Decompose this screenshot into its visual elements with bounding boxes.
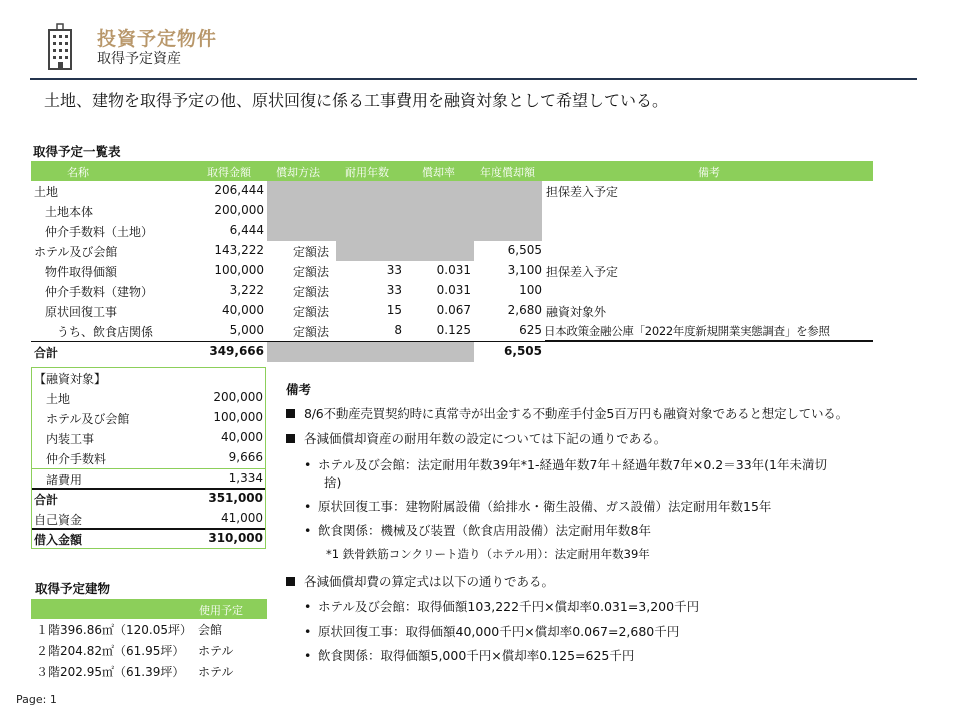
remark-sub-item: • 原状回復工事：取得価額40,000千円×償却率0.067=2,680千円: [304, 624, 680, 639]
dot-bullet-icon: •: [304, 457, 312, 472]
header-annual: 年度償却額: [480, 166, 535, 179]
remark-sub-item: • ホテル及び会館：法定耐用年数39年*1-経過年数7年＋経過年数7年×0.2＝33年(1年未満切: [304, 457, 827, 472]
buildings-header: 使用予定: [31, 599, 267, 619]
financing-title: 【融資対象】: [34, 372, 107, 386]
table-row: １階396.86㎡（120.05坪） 会館: [36, 623, 223, 637]
header-method: 償却方法: [276, 166, 320, 179]
remarks-title: 備考: [286, 382, 312, 397]
remark-bullet: 8/6不動産売買契約時に真常寺が出金する不動産手付金5百万円も融資対象であると想定している。: [286, 404, 848, 422]
table-row: 土地 206,444 担保差入予定: [34, 183, 619, 199]
buildings-table: [31, 599, 267, 682]
header-note: 備考: [698, 166, 720, 179]
dot-bullet-icon: •: [304, 624, 312, 639]
lead-text: 土地、建物を取得予定の他、原状回復に係る工事費用を融資対象として希望している。: [44, 91, 669, 110]
square-bullet-icon: [286, 409, 295, 418]
square-bullet-icon: [286, 577, 295, 586]
table-row: 物件取得価額 100,000 定額法 33 0.031 3,100 担保差入予定: [45, 263, 619, 279]
financing-item: 土地 200,000: [46, 390, 263, 406]
header-name: 名称: [67, 166, 89, 179]
financing-item: ホテル及び会館 100,000: [46, 410, 263, 426]
buildings-title: 取得予定建物: [35, 581, 111, 596]
building-icon: [44, 22, 76, 70]
table-header: [31, 161, 873, 181]
dot-bullet-icon: •: [304, 523, 312, 538]
dot-bullet-icon: •: [304, 499, 312, 514]
page-number: Page: 1: [16, 693, 57, 706]
table-row: うち、飲食店関係 5,000 定額法 8 0.125 625 日本政策金融公庫「2022年度新規開業実態調査」を参照: [57, 323, 830, 339]
financing-item: 内装工事 40,000: [46, 430, 263, 446]
remark-sub-item: • 飲食関係：取得価額5,000千円×償却率0.125=625千円: [304, 648, 635, 663]
remark-sub-item: • 飲食関係：機械及び装置（飲食店用設備）法定耐用年数8年: [304, 523, 651, 538]
square-bullet-icon: [286, 434, 295, 443]
loan-row: 借入金額 310,000: [34, 531, 263, 547]
remark-sub-item: • 原状回復工事：建物附属設備（給排水・衛生設備、ガス設備）法定耐用年数15年: [304, 499, 772, 514]
page-subtitle: 取得予定資産: [97, 51, 181, 67]
table-row: ２階204.82㎡（61.95坪） ホテル: [36, 644, 234, 658]
financing-total: 合計 351,000: [34, 491, 263, 507]
footnote: *1 鉄骨鉄筋コンクリート造り（ホテル用）：法定耐用年数39年: [326, 547, 650, 561]
remark-bullet: 各減価償却費の算定式は以下の通りである。: [286, 572, 554, 590]
table-row: 仲介手数料（建物） 3,222 定額法 33 0.031 100: [45, 283, 542, 299]
financing-item: 諸費用 1,334: [46, 471, 263, 487]
table-row: 仲介手数料（土地） 6,444: [45, 223, 264, 239]
table-row: ３階202.95㎡（61.39坪） ホテル: [36, 665, 234, 679]
header-life: 耐用年数: [345, 166, 389, 179]
header-amount: 取得金額: [207, 166, 251, 179]
page-title: 投資予定物件: [97, 28, 218, 50]
remark-sub-item: • ホテル及び会館：取得価額103,222千円×償却率0.031=3,200千円: [304, 599, 700, 614]
remark-bullet: 各減価償却資産の耐用年数の設定については下記の通りである。: [286, 429, 666, 447]
header-rate: 償却率: [422, 166, 455, 179]
financing-box: [31, 367, 266, 549]
table-row: 土地本体 200,000: [45, 203, 264, 219]
financing-item: 仲介手数料 9,666: [46, 450, 263, 466]
header-divider: [30, 78, 917, 80]
table-row: 原状回復工事 40,000 定額法 15 0.067 2,680 融資対象外: [45, 303, 607, 319]
table-total-row: 合計 349,666 6,505: [31, 341, 873, 362]
acquisition-list-title: 取得予定一覧表: [33, 144, 121, 159]
acquisition-table: [31, 161, 873, 362]
table-row: ホテル及び会館 143,222 定額法 6,505: [34, 243, 542, 259]
remark-sub-item-cont: 捨): [324, 475, 342, 490]
dot-bullet-icon: •: [304, 599, 312, 614]
equity-row: 自己資金 41,000: [34, 511, 263, 527]
dot-bullet-icon: •: [304, 648, 312, 663]
